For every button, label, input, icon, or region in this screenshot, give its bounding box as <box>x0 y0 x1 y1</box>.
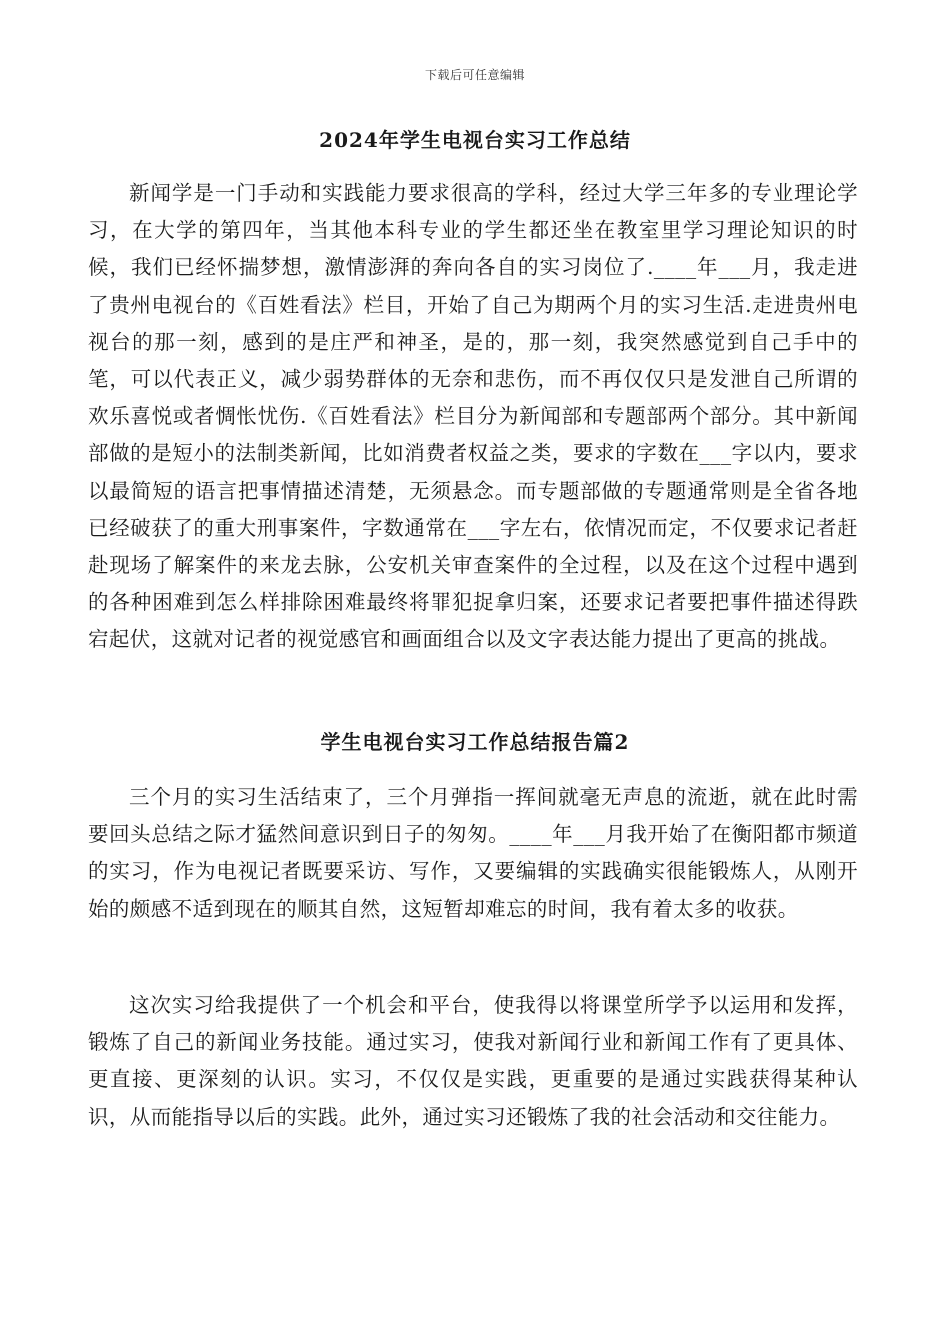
section-1-paragraph-1: 新闻学是一门手动和实践能力要求很高的学科，经过大学三年多的专业理论学习，在大学的第四年，当其他本科专业的学生都还坐在教室里学习理论知识的时候，我们已经怀揣梦想，激情澎湃的奔向各自的实习岗位了.____年___月，我走进了贵州电视台的《百姓看法》栏目，开始了自己为期两个月的实习生活.走进贵州电视台的那一刻，感到的是庄严和神圣，是的，那一刻，我突然感觉到自己手中的笔，可以代表正义，减少弱势群体的无奈和悲伤，而不再仅仅只是发泄自己所谓的欢乐喜悦或者惆怅忧伤.《百姓看法》栏目分为新闻部和专题部两个部分。其中新闻部做的是短小的法制类新闻，比如消费者权益之类，要求的字数在___字以内，要求以最简短的语言把事情描述清楚，无须悬念。而专题部做的专题通常则是全省各地已经破获了的重大刑事案件，字数通常在___字左右，依情况而定，不仅要求记者赶赴现场了解案件的来龙去脉，公安机关审查案件的全过程，以及在这个过程中遇到的各种困难到怎么样排除困难最终将罪犯捉拿归案，还要求记者要把事件描述得跌宕起伏，这就对记者的视觉感官和画面组合以及文字表达能力提出了更高的挑战。 <box>88 181 858 652</box>
section-2-paragraph-2: 这次实习给我提供了一个机会和平台，使我得以将课堂所学予以运用和发挥，锻炼了自己的新闻业务技能。通过实习，使我对新闻行业和新闻工作有了更具体、更直接、更深刻的认识。实习，不仅仅是实践，更重要的是通过实践获得某种认识，从而能指导以后的实践。此外，通过实习还锻炼了我的社会活动和交往能力。 <box>88 993 858 1129</box>
section-2-paragraph-1: 三个月的实习生活结束了，三个月弹指一挥间就毫无声息的流逝，就在此时需要回头总结之际才猛然间意识到日子的匆匆。____年___月我开始了在衡阳都市频道的实习，作为电视记者既要采访、写作，又要编辑的实践确实很能锻炼人，从刚开始的颇感不适到现在的顺其自然，这短暂却难忘的时间，我有着太多的收获。 <box>88 785 858 921</box>
section-2-title: 学生电视台实习工作总结报告篇2 <box>320 730 630 754</box>
section-1-title: 2024年学生电视台实习工作总结 <box>319 128 631 152</box>
page-header-note: 下载后可任意编辑 <box>424 68 525 82</box>
